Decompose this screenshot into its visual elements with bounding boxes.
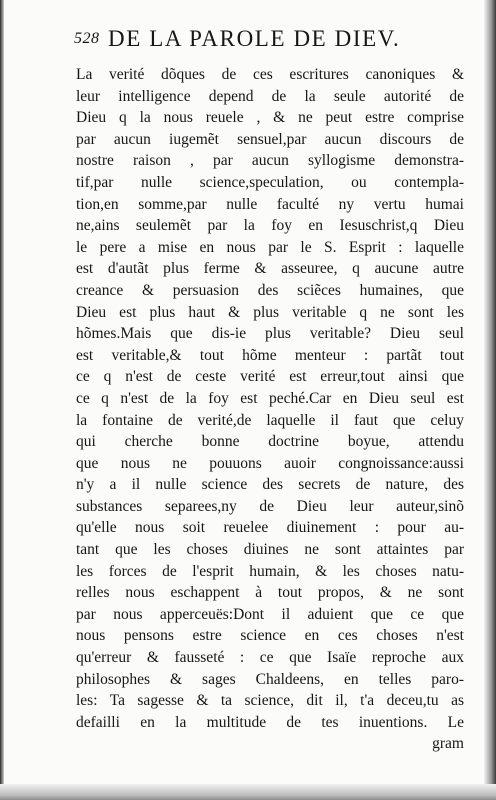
- text-line: philosophes & sages Chaldeens, en telles paro-: [76, 670, 464, 688]
- text-line: substances separees,ny de Dieu leur auteur,sinõ: [76, 497, 464, 515]
- text-line: nous pensons estre science en ces choses n'est: [76, 627, 464, 645]
- text-line: n'y a il nulle science des secrets de nature, des: [76, 476, 464, 494]
- text-line: nostre raison , par aucun syllogisme demonstra-: [76, 152, 464, 170]
- text-line: ne,ains seulemẽt par la foy en Iesuschrist,q Dieu: [76, 217, 464, 235]
- text-line: creance & persuasion des sciẽces humaines, que: [76, 281, 464, 299]
- text-line: ce q n'est de la foy est peché.Car en Dieu seul est: [76, 389, 464, 407]
- text-line: que nous ne pouuons auoir congnoissance:aussi: [76, 454, 464, 472]
- page-header: [74, 26, 446, 56]
- page-right-edge: [484, 0, 496, 800]
- text-line: La verité dõques de ces escritures canoniques &: [76, 66, 464, 83]
- text-line: Dieu q la nous reuele , & ne peut estre comprise: [76, 109, 464, 127]
- text-line: leur intelligence depend de la seule autorité de: [76, 87, 464, 105]
- text-line: par aucun iugemẽt sensuel,par aucun discours de: [76, 130, 464, 148]
- text-line: defailli en la multitude de tes inuentions. Le: [76, 713, 464, 731]
- text-line: est veritable,& tout hõme menteur : partãt tout: [76, 346, 464, 364]
- catchword: gram: [432, 735, 464, 753]
- text-line: la fontaine de verité,de laquelle il faut que celuy: [76, 411, 464, 429]
- page-left-shadow: [0, 0, 4, 800]
- text-line: tif,par nulle science,speculation, ou contempla-: [76, 173, 464, 191]
- text-line: qu'erreur & fausseté : ce que Isaïe reproche aux: [76, 649, 464, 667]
- page-number: 528: [74, 30, 100, 47]
- text-line: les forces de l'esprit humain, & les choses natu-: [76, 562, 464, 580]
- text-line: relles nous eschappent à tout propos, & ne sont: [76, 584, 464, 602]
- page-bottom-edge: [0, 784, 496, 800]
- text-line: hõmes.Mais que dis-ie plus veritable? Dieu seul: [76, 325, 464, 343]
- text-line: le pere a mise en nous par le S. Esprit : laquelle: [76, 238, 464, 256]
- text-line: Dieu est plus haut & plus veritable q ne sont les: [76, 303, 464, 321]
- text-line: ce q n'est de ceste verité est erreur,tout ainsi que: [76, 368, 464, 386]
- text-line: qu'elle nous soit reuelee diuinement : pour au-: [76, 519, 464, 537]
- text-line: tant que les choses diuines ne sont attaintes par: [76, 541, 464, 559]
- text-line: qui cherche bonne doctrine boyue, attendu: [76, 433, 464, 451]
- running-title: DE LA PAROLE DE DIEV.: [108, 26, 401, 51]
- text-line: tion,en somme,par nulle faculté ny vertu humai: [76, 195, 464, 213]
- body-text: [76, 64, 464, 755]
- text-line: les: Ta sagesse & ta science, dit il, t'a deceu,tu as: [76, 692, 464, 710]
- text-line: est d'autãt plus ferme & asseuree, q aucune autre: [76, 260, 464, 278]
- text-line: par nous apperceuës:Dont il aduient que ce que: [76, 605, 464, 623]
